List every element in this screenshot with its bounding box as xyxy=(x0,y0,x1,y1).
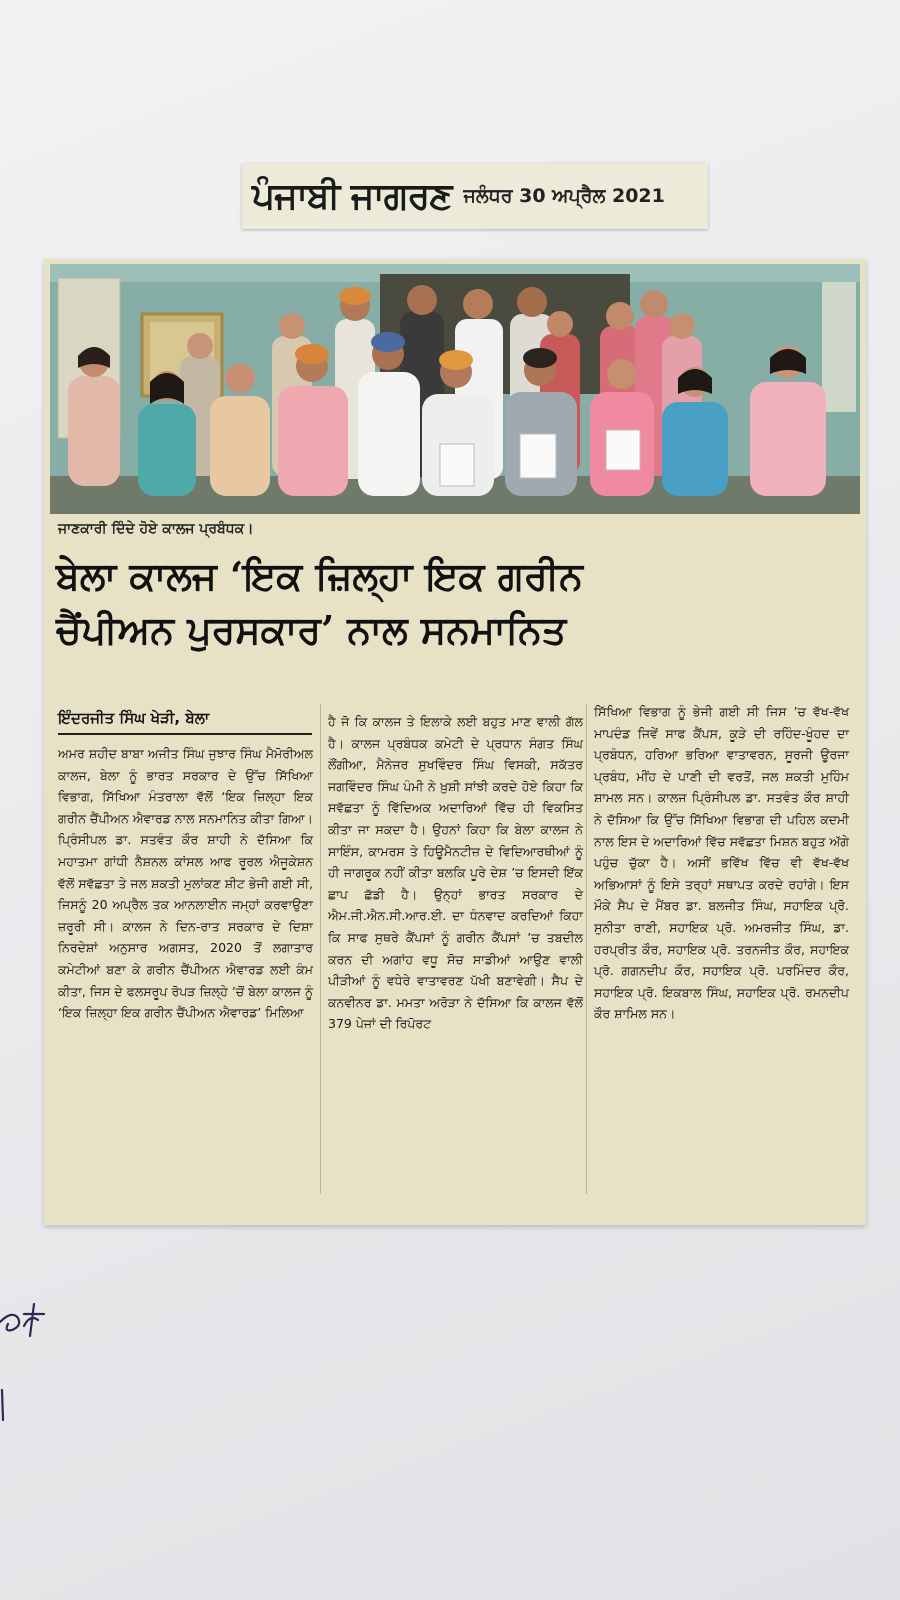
article-column-2: ਹੈ ਜੋ ਕਿ ਕਾਲਜ ਤੇ ਇਲਾਕੇ ਲਈ ਬਹੁਤ ਮਾਣ ਵਾਲੀ ਗੱਲ ਹੈ। ਕਾਲਜ ਪ੍ਰਬੰਧਕ ਕਮੇਟੀ ਦੇ ਪ੍ਰਧਾਨ ਸੰਗਤ ਸਿੰਘ ਲੌਂਗੀਆ, ਮੈਨੇਜਰ ਸੁਖਵਿੰਦਰ ਸਿੰਘ ਵਿਸਕੀ, ਸਕੱਤਰ ਜਗਵਿੰਦਰ ਸਿੰਘ ਪੰਮੀ ਨੇ ਖ਼ੁਸ਼ੀ ਸਾਂਝੀ ਕਰਦੇ ਹੋਏ ਕਿਹਾ ਕਿ ਸਵੱਛਤਾ ਨੂੰ ਵਿੱਦਿਅਕ ਅਦਾਰਿਆਂ ਵਿੱਚ ਹੀ ਵਿਕਸਿਤ ਕੀਤਾ ਜਾ ਸਕਦਾ ਹੈ। ਉਹਨਾਂ ਕਿਹਾ ਕਿ ਬੇਲਾ ਕਾਲਜ ਨੇ ਸਾਇੰਸ, ਕਾਮਰਸ ਤੇ ਹਿਊਮੈਨਟੀਜ਼ ਦੇ ਵਿਦਿਆਰਥੀਆਂ ਨੂੰ ਹੀ ਜਾਗਰੂਕ ਨਹੀਂ ਕੀਤਾ ਬਲਕਿ ਪੂਰੇ ਦੇਸ਼ ’ਚ ਇਸਦੀ ਇੱਕ ਛਾਪ ਛੱਡੀ ਹੈ। ਉਨ੍ਹਾਂ ਭਾਰਤ ਸਰਕਾਰ ਦੇ ਐਮ.ਜੀ.ਐਨ.ਸੀ.ਆਰ.ਈ. ਦਾ ਧੰਨਵਾਦ ਕਰਦਿਆਂ ਕਿਹਾ ਕਿ ਸਾਫ ਸੁਥਰੇ ਕੈਂਪਸਾਂ ਨੂੰ ਗਰੀਨ ਕੈਂਪਸਾਂ ’ਚ ਤਬਦੀਲ ਕਰਨ ਦੀ ਅਗਾਂਹ ਵਧੂ ਸੋਚ ਸਾਡੀਆਂ ਆਉਣ ਵਾਲੀ ਪੀੜੀਆਂ ਨੂੰ ਵਧੇਰੇ ਵਾਤਾਵਰਣ ਪੱਖੀ ਬਣਾਵੇਗੀ। ਸੈਪ ਦੇ ਕਨਵੀਨਰ ਡਾ. ਮਮਤਾ ਅਰੋੜਾ ਨੇ ਦੱਸਿਆ ਕਿ ਕਾਲਜ ਵੱਲੋਂ 379 ਪੇਜਾਂ ਦੀ ਰਿਪੋਰਟ xyxy=(328,714,583,1032)
newspaper-clipping xyxy=(44,259,866,1225)
photo-caption: ਜਾਣਕਾਰੀ ਦਿੰਦੇ ਹੋਏ ਕਾਲਜ ਪ੍ਰਬੰਧਕ। xyxy=(58,521,254,537)
newspaper-name: ਪੰਜਾਬੀ ਜਾਗਰਣ xyxy=(252,174,452,217)
article-byline: ਇੰਦਰਜੀਤ ਸਿੰਘ ਖੇੜੀ, ਬੇਲਾ xyxy=(58,709,210,727)
article-headline xyxy=(56,549,856,657)
edition-dateline: ਜਲੰਧਰ 30 ਅਪ੍ਰੈਲ 2021 xyxy=(463,185,665,207)
newspaper-masthead xyxy=(242,163,708,229)
column-divider xyxy=(320,704,321,1194)
article-column-3: ਸਿੱਖਿਆ ਵਿਭਾਗ ਨੂੰ ਭੇਜੀ ਗਈ ਸੀ ਜਿਸ ’ਚ ਵੱਖ-ਵੱਖ ਮਾਪਦੰਡ ਜਿਵੇਂ ਸਾਫ ਕੈਂਪਸ, ਕੂੜੇ ਦੀ ਰਹਿੰਦ-ਖੂੰਹਦ ਦਾ ਪ੍ਰਬੰਧਨ, ਹਰਿਆ ਭਰਿਆ ਵਾਤਾਵਰਨ, ਸੂਰਜੀ ਊਰਜਾ ਪ੍ਰਬੰਧ, ਮੀਂਹ ਦੇ ਪਾਣੀ ਦੀ ਵਰਤੋਂ, ਜਲ ਸ਼ਕਤੀ ਮੁਹਿੰਮ ਸ਼ਾਮਲ ਸਨ। ਕਾਲਜ ਪ੍ਰਿੰਸੀਪਲ ਡਾ. ਸਤਵੰਤ ਕੌਰ ਸ਼ਾਹੀ ਨੇ ਦੱਸਿਆ ਕਿ ਉੱਚ ਸਿੱਖਿਆ ਵਿਭਾਗ ਦੀ ਪਹਿਲ ਕਦਮੀ ਨਾਲ ਇਸ ਦੇ ਅਦਾਰਿਆਂ ਵਿੱਚ ਸਵੱਛਤਾ ਮਿਸ਼ਨ ਬਹੁਤ ਅੱਗੇ ਪਹੁੰਚ ਚੁੱਕਾ ਹੈ। ਅਸੀਂ ਭਵਿੱਖ ਵਿੱਚ ਵੀ ਵੱਖ-ਵੱਖ ਅਭਿਆਸਾਂ ਨੂੰ ਇਸੇ ਤਰ੍ਹਾਂ ਸਥਾਪਤ ਕਰਦੇ ਰਹਾਂਗੇ। ਇਸ ਮੌਕੇ ਸੈਪ ਦੇ ਮੈਂਬਰ ਡਾ. ਬਲਜੀਤ ਸਿੰਘ, ਸਹਾਇਕ ਪ੍ਰੋ. ਸੁਨੀਤਾ ਰਾਣੀ, ਸਹਾਇਕ ਪ੍ਰੋ. ਅਮਰਜੀਤ ਸਿੰਘ, ਡਾ. ਹਰਪ੍ਰੀਤ ਕੌਰ, ਸਹਾਇਕ ਪ੍ਰੋ. ਤਰਨਜੀਤ ਕੌਰ, ਸਹਾਇਕ ਪ੍ਰੋ. ਗਗਨਦੀਪ ਕੌਰ, ਸਹਾਇਕ ਪ੍ਰੋ. ਪਰਮਿੰਦਰ ਕੌਰ, ਸਹਾਇਕ ਪ੍ਰੋ. ਇਕਬਾਲ ਸਿੰਘ, ਸਹਾਇਕ ਪ੍ਰੋ. ਰਮਨਦੀਪ ਕੌਰ ਸ਼ਾਮਿਲ ਸਨ। xyxy=(594,704,849,1022)
column-divider xyxy=(586,704,587,1194)
headline-line-2: ਚੈਂਪੀਅਨ ਪੁਰਸਕਾਰ’ ਨਾਲ ਸਨਮਾਨਿਤ xyxy=(56,607,567,652)
handwritten-pen-mark xyxy=(0,1270,64,1430)
byline-underline xyxy=(58,733,312,735)
headline-line-1: ਬੇਲਾ ਕਾਲਜ ‘ਇਕ ਜ਼ਿਲ੍ਹਾ ਇਕ ਗਰੀਨ xyxy=(56,553,583,598)
article-column-1: ਅਮਰ ਸ਼ਹੀਦ ਬਾਬਾ ਅਜੀਤ ਸਿੰਘ ਜੁਝਾਰ ਸਿੰਘ ਮੈਮੋਰੀਅਲ ਕਾਲਜ, ਬੇਲਾ ਨੂੰ ਭਾਰਤ ਸਰਕਾਰ ਦੇ ਉੱਚ ਸਿੱਖਿਆ ਵਿਭਾਗ, ਸਿੱਖਿਆ ਮੰਤਰਾਲਾ ਵੱਲੋਂ ‘ਇਕ ਜ਼ਿਲ੍ਹਾ ਇਕ ਗਰੀਨ ਚੈਂਪੀਅਨ ਐਵਾਰਡ ਨਾਲ ਸਨਮਾਨਿਤ ਕੀਤਾ ਗਿਆ। ਪ੍ਰਿੰਸੀਪਲ ਡਾ. ਸਤਵੰਤ ਕੌਰ ਸ਼ਾਹੀ ਨੇ ਦੱਸਿਆ ਕਿ ਮਹਾਤਮਾ ਗਾਂਧੀ ਨੈਸ਼ਨਲ ਕਾਂਸਲ ਆਫ ਰੂਰਲ ਐਜੂਕੇਸ਼ਨ ਵੱਲੋਂ ਸਵੱਛਤਾ ਤੇ ਜਲ ਸ਼ਕਤੀ ਮੁਲਾਂਕਣ ਸ਼ੀਟ ਭੇਜੀ ਗਈ ਸੀ, ਜਿਸਨੂੰ 20 ਅਪ੍ਰੈਲ ਤਕ ਆਨਲਾਈਨ ਜਮ੍ਹਾਂ ਕਰਵਾਉਣਾ ਜ਼ਰੂਰੀ ਸੀ। ਕਾਲਜ ਨੇ ਦਿਨ-ਰਾਤ ਸਰਕਾਰ ਦੇ ਦਿਸ਼ਾ ਨਿਰਦੇਸ਼ਾਂ ਅਨੁਸਾਰ ਅਗਸਤ, 2020 ਤੋਂ ਲਗਾਤਾਰ ਕਮੇਟੀਆਂ ਬਣਾ ਕੇ ਗਰੀਨ ਚੈਂਪੀਅਨ ਐਵਾਰਡ ਲਈ ਕੰਮ ਕੀਤਾ, ਜਿਸ ਦੇ ਫਲਸਰੂਪ ਰੋਪੜ ਜ਼ਿਲ੍ਹੇ ’ਚੋਂ ਬੇਲਾ ਕਾਲਜ ਨੂੰ ‘ਇਕ ਜ਼ਿਲ੍ਹਾ ਇਕ ਗਰੀਨ ਚੈਂਪੀਅਨ ਐਵਾਰਡ’ ਮਿਲਿਆ xyxy=(58,746,313,1021)
group-photo xyxy=(50,264,860,514)
group-photo-illustration xyxy=(50,264,860,514)
